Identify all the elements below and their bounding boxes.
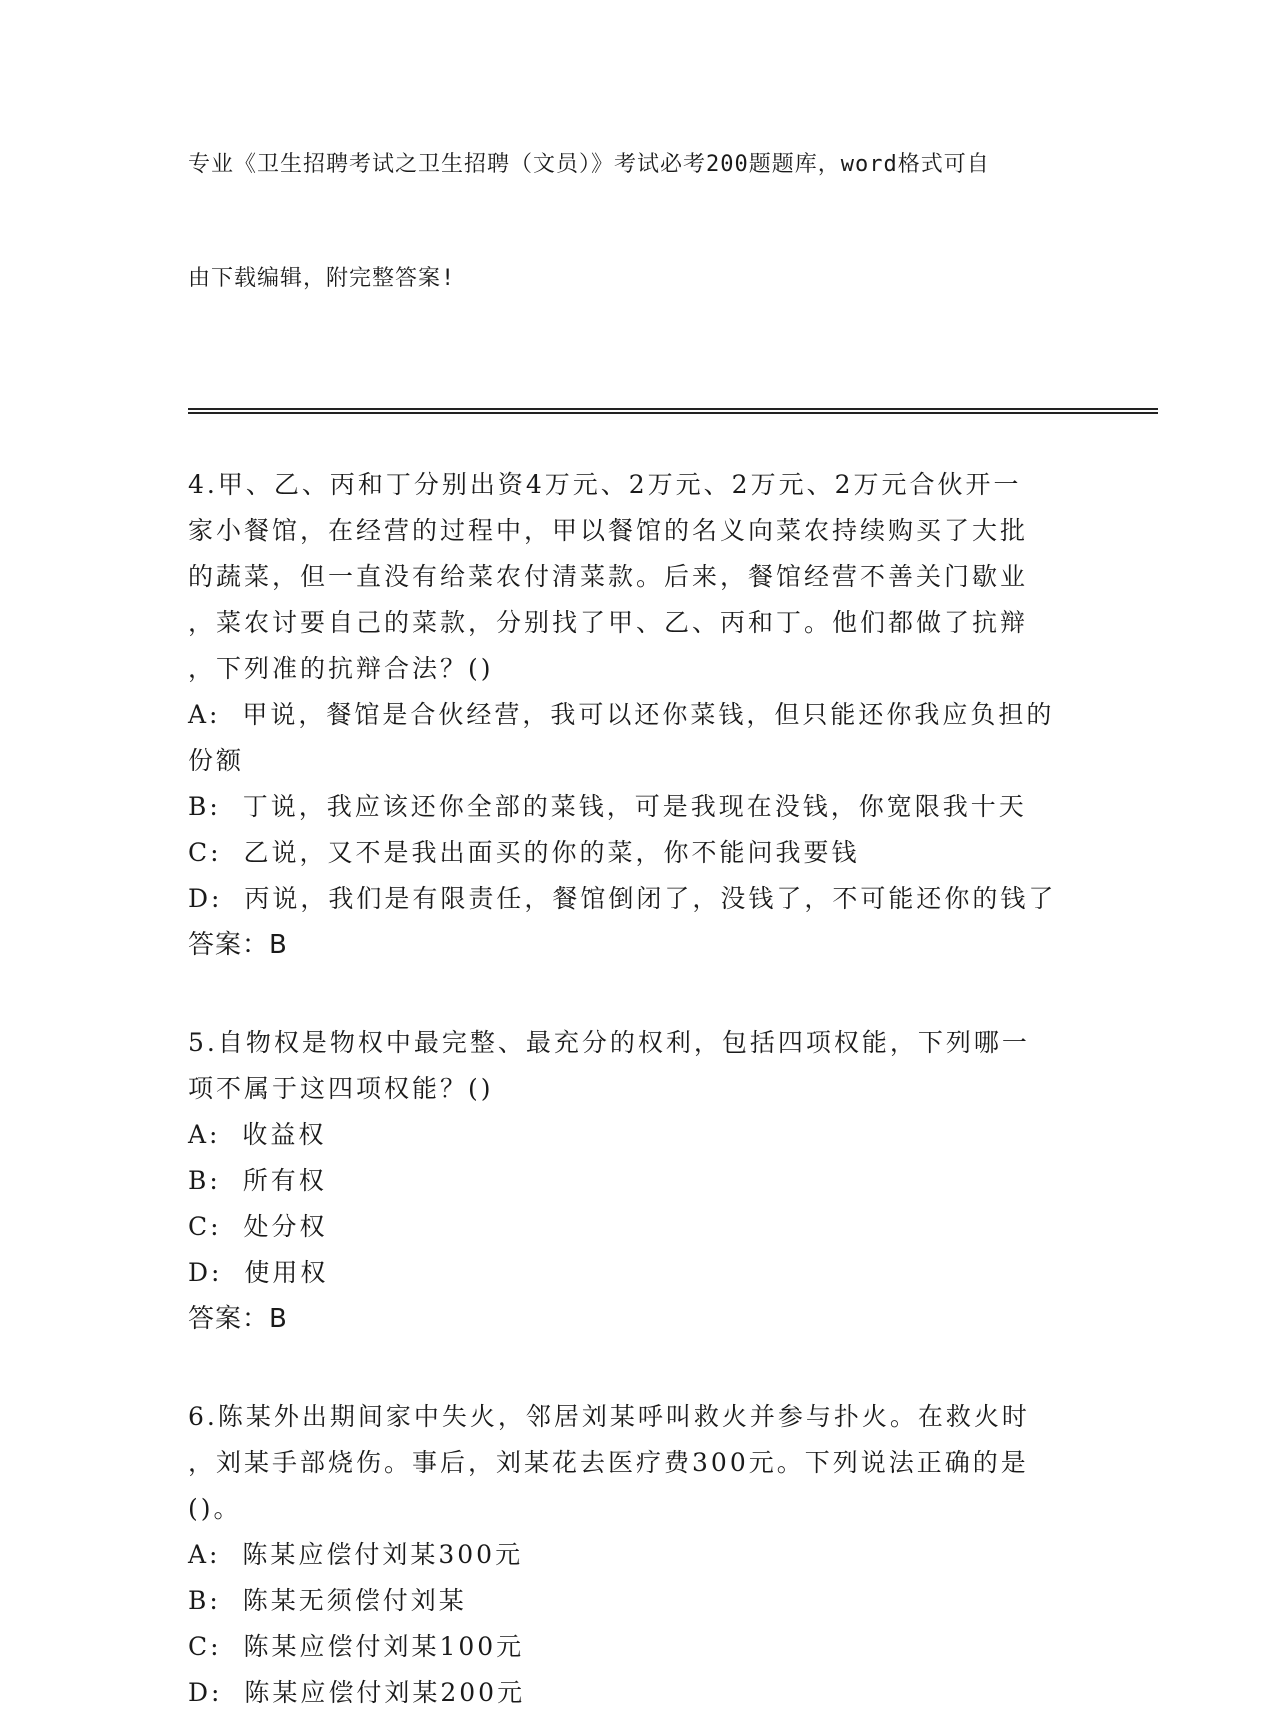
stem-line: ，刘某手部烧伤。事后，刘某花去医疗费300元。下列说法正确的是 [188,1448,1029,1477]
option-c: C: 处分权 [188,1212,328,1241]
option-a: A: 收益权 [188,1120,327,1149]
header-line-1: 专业《卫生招聘考试之卫生招聘（文员）》考试必考200题题库，word格式可自 [188,152,990,177]
question-stem [188,462,1068,692]
stem-line: 5.自物权是物权中最完整、最充分的权利，包括四项权能，下列哪一 [188,1028,1030,1057]
stem-line: 6.陈某外出期间家中失火，邻居刘某呼叫救火并参与扑火。在救火时 [188,1402,1030,1431]
question-6 [188,1394,1108,1716]
option-c: C: 乙说，又不是我出面买的你的菜，你不能问我要钱 [188,838,860,867]
answer-label: 答案：B [188,930,288,960]
option-d: D: 陈某应偿付刘某200元 [188,1678,526,1707]
option-a: A: 甲说，餐馆是合伙经营，我可以还你菜钱，但只能还你我应负担的 [188,700,1055,729]
header-divider [188,408,1158,414]
option-d: D: 使用权 [188,1258,329,1287]
stem-line: ，菜农讨要自己的菜款，分别找了甲、乙、丙和丁。他们都做了抗辩 [188,608,1029,637]
question-stem [188,1020,1068,1112]
stem-line: 家小餐馆，在经营的过程中，甲以餐馆的名义向菜农持续购买了大批 [188,516,1029,545]
header-line-2: 由下载编辑，附完整答案! [188,266,456,291]
stem-line: 的蔬菜，但一直没有给菜农付清菜款。后来，餐馆经营不善关门歇业 [188,562,1029,591]
option-b: B: 所有权 [188,1166,327,1195]
option-c: C: 陈某应偿付刘某100元 [188,1632,525,1661]
document-page [188,70,1108,1716]
stem-line: 项不属于这四项权能？() [188,1074,494,1103]
question-5 [188,1020,1108,1342]
option-a: A: 陈某应偿付刘某300元 [188,1540,524,1569]
stem-line: 4.甲、乙、丙和丁分别出资4万元、2万元、2万元、2万元合伙开一 [188,470,1022,499]
question-4 [188,462,1108,968]
option-b: B: 陈某无须偿付刘某 [188,1586,467,1615]
answer-label: 答案：B [188,1304,288,1334]
option-d: D: 丙说，我们是有限责任，餐馆倒闭了，没钱了，不可能还你的钱了 [188,884,1057,913]
option-b: B: 丁说，我应该还你全部的菜钱，可是我现在没钱，你宽限我十天 [188,792,1027,821]
stem-line: ，下列准的抗辩合法？() [188,654,494,683]
stem-line: ()。 [188,1494,242,1523]
option-a-continued: 份额 [188,746,245,775]
document-header [188,70,1068,374]
question-stem [188,1394,1068,1532]
